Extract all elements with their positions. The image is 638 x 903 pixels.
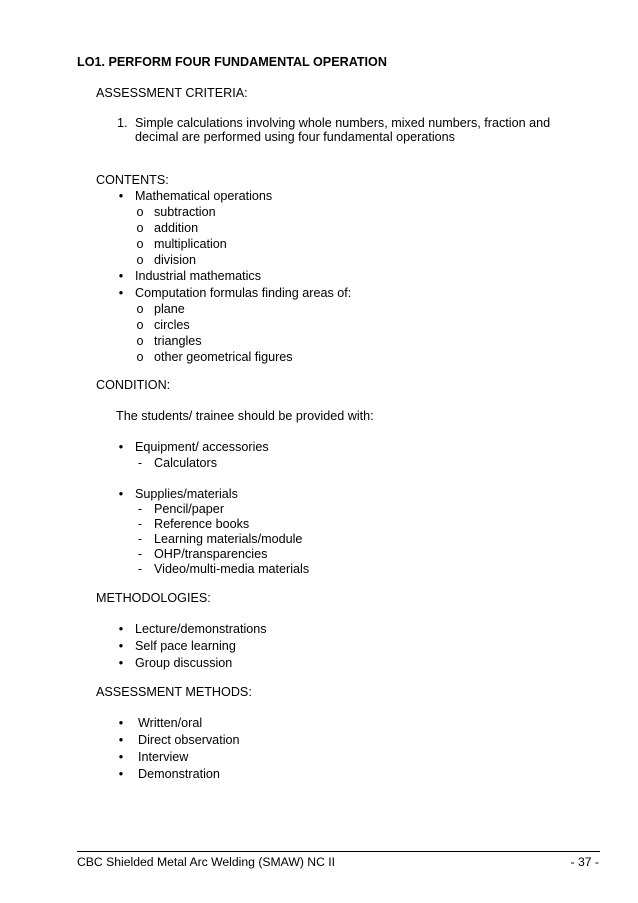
circle-bullet-icon: o	[136, 302, 144, 316]
condition-subitem: Reference books	[154, 517, 250, 531]
assessment-method-item: Interview	[138, 750, 189, 764]
dash-bullet-icon: -	[137, 517, 143, 531]
circle-bullet-icon: o	[136, 350, 144, 364]
assessment-criteria-label: ASSESSMENT CRITERIA:	[96, 86, 248, 100]
bullet-icon: •	[118, 750, 124, 764]
methodology-item: Group discussion	[135, 656, 233, 670]
criteria-number: 1.	[117, 116, 128, 130]
bullet-icon: •	[118, 656, 124, 670]
contents-item: Industrial mathematics	[135, 269, 261, 283]
bullet-icon: •	[118, 622, 124, 636]
contents-subitem: addition	[154, 221, 199, 235]
assessment-method-item: Written/oral	[138, 716, 203, 730]
circle-bullet-icon: o	[136, 318, 144, 332]
footer-divider	[77, 851, 600, 852]
bullet-icon: •	[118, 487, 124, 501]
criteria-text-line1: Simple calculations involving whole numbers, mixed numbers, fraction and	[135, 116, 551, 130]
contents-subitem: triangles	[154, 334, 202, 348]
bullet-icon: •	[118, 767, 124, 781]
contents-subitem: division	[154, 253, 196, 267]
circle-bullet-icon: o	[136, 253, 144, 267]
contents-subitem: subtraction	[154, 205, 216, 219]
methodologies-label: METHODOLOGIES:	[96, 591, 211, 605]
dash-bullet-icon: -	[137, 562, 143, 576]
bullet-icon: •	[118, 733, 124, 747]
circle-bullet-icon: o	[136, 334, 144, 348]
contents-subitem: plane	[154, 302, 185, 316]
bullet-icon: •	[118, 269, 124, 283]
condition-group: Supplies/materials	[135, 487, 238, 501]
contents-subitem: multiplication	[154, 237, 227, 251]
dash-bullet-icon: -	[137, 547, 143, 561]
condition-subitem: Pencil/paper	[154, 502, 225, 516]
condition-label: CONDITION:	[96, 378, 171, 392]
condition-subitem: Video/multi-media materials	[154, 562, 310, 576]
condition-group: Equipment/ accessories	[135, 440, 269, 454]
contents-subitem: other geometrical figures	[154, 350, 293, 364]
methodology-item: Self pace learning	[135, 639, 236, 653]
dash-bullet-icon: -	[137, 532, 143, 546]
bullet-icon: •	[118, 286, 124, 300]
bullet-icon: •	[118, 440, 124, 454]
methodology-item: Lecture/demonstrations	[135, 622, 267, 636]
dash-bullet-icon: -	[137, 456, 143, 470]
assessment-methods-label: ASSESSMENT METHODS:	[96, 685, 252, 699]
condition-subitem: OHP/transparencies	[154, 547, 268, 561]
contents-label: CONTENTS:	[96, 173, 169, 187]
section-heading: LO1. PERFORM FOUR FUNDAMENTAL OPERATION	[77, 55, 387, 69]
condition-subitem: Learning materials/module	[154, 532, 303, 546]
contents-item: Computation formulas finding areas of:	[135, 286, 352, 300]
assessment-method-item: Demonstration	[138, 767, 220, 781]
contents-subitem: circles	[154, 318, 190, 332]
page-number: - 37 -	[570, 855, 599, 869]
bullet-icon: •	[118, 639, 124, 653]
contents-item: Mathematical operations	[135, 189, 273, 203]
assessment-method-item: Direct observation	[138, 733, 240, 747]
footer-title: CBC Shielded Metal Arc Welding (SMAW) NC II	[77, 855, 336, 869]
circle-bullet-icon: o	[136, 221, 144, 235]
criteria-text-line2: decimal are performed using four fundamental operations	[135, 130, 455, 144]
bullet-icon: •	[118, 716, 124, 730]
circle-bullet-icon: o	[136, 237, 144, 251]
condition-intro: The students/ trainee should be provided with:	[116, 409, 374, 423]
bullet-icon: •	[118, 189, 124, 203]
condition-subitem: Calculators	[154, 456, 217, 470]
circle-bullet-icon: o	[136, 205, 144, 219]
dash-bullet-icon: -	[137, 502, 143, 516]
